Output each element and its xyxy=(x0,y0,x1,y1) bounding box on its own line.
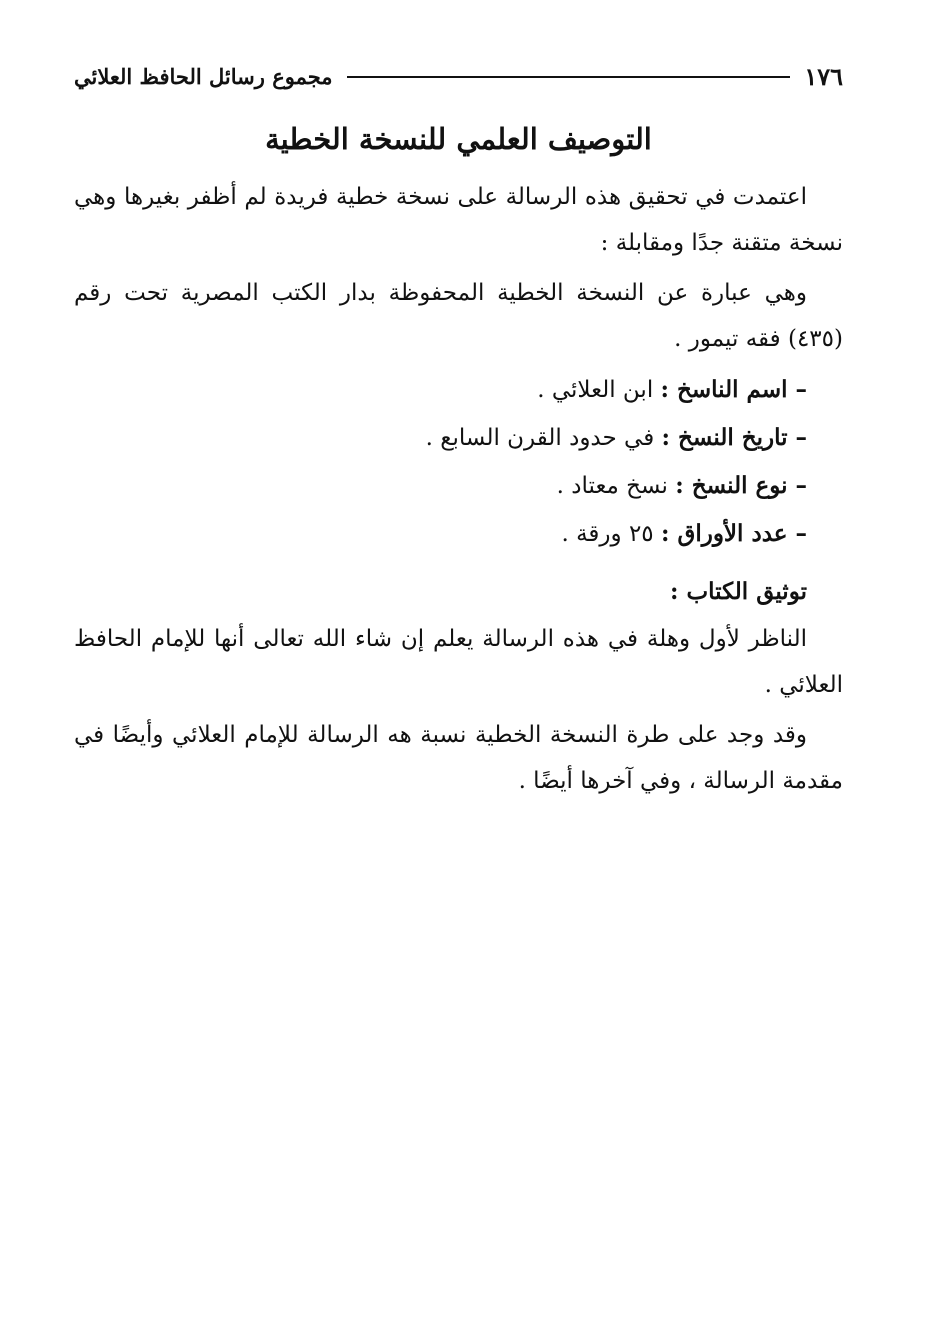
spec-value: ٢٥ ورقة . xyxy=(561,521,654,547)
spec-value: نسخ معتاد . xyxy=(556,473,668,499)
spec-label: – تاريخ النسخ : xyxy=(661,424,807,451)
spec-folio-count xyxy=(74,510,843,558)
spec-value: في حدود القرن السابع . xyxy=(425,425,655,451)
section-title: التوصيف العلمي للنسخة الخطية xyxy=(265,122,652,156)
spec-label: – نوع النسخ : xyxy=(675,472,807,499)
spec-label: – عدد الأوراق : xyxy=(660,520,807,547)
page-number: ١٧٦ xyxy=(804,61,843,91)
paragraph-manuscript-basis: اعتمدت في تحقيق هذه الرسالة على نسخة خطية فريدة لم أظفر بغيرها وهي نسخة متقنة جدًا ومقابلة : xyxy=(74,184,843,256)
paragraph-title-page-note: وقد وجد على طرة النسخة الخطية نسبة هه الرسالة للإمام العلائي وأيضًا في مقدمة الرسالة ، وفي آخرها أيضًا . xyxy=(74,722,843,794)
spec-copy-date xyxy=(74,414,843,462)
paragraph-manuscript-location: وهي عبارة عن النسخة الخطية المحفوظة بدار الكتب المصرية تحت رقم (٤٣٥) فقه تيمور . xyxy=(74,280,843,352)
documentation-heading: توثيق الكتاب : xyxy=(669,578,807,605)
header-rule xyxy=(347,76,791,78)
page-header xyxy=(74,58,843,94)
spec-copyist xyxy=(74,366,843,414)
spec-value: ابن العلائي . xyxy=(537,377,654,403)
page-content xyxy=(74,118,843,808)
paragraph-attribution: الناظر لأول وهلة في هذه الرسالة يعلم إن شاء الله تعالى أنها للإمام الحافظ العلائي . xyxy=(74,626,843,698)
spec-script-type xyxy=(74,462,843,510)
running-title: مجموع رسائل الحافظ العلائي xyxy=(74,63,333,89)
manuscript-specs-list xyxy=(74,366,843,558)
spec-label: – اسم الناسخ : xyxy=(660,376,807,403)
